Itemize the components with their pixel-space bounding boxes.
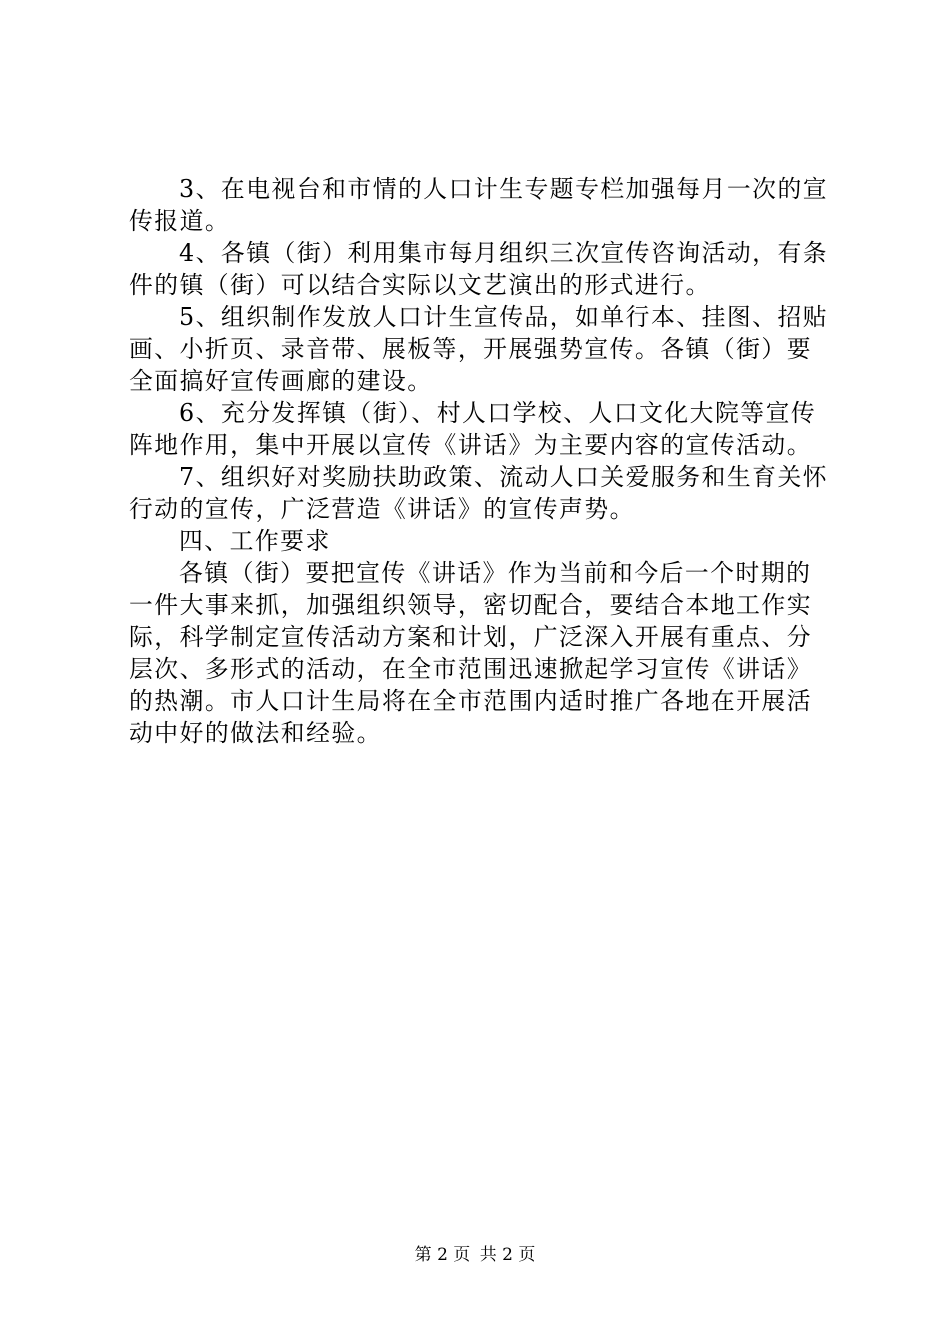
text-line: 际，科学制定宣传活动方案和计划，广泛深入开展有重点、分 [129, 623, 813, 651]
paragraph-item-6 [129, 397, 829, 461]
text-line: 5、组织制作发放人口计生宣传品，如单行本、挂图、招贴 [179, 303, 829, 331]
paragraph-requirements [129, 557, 829, 749]
text-line: 3、在电视台和市情的人口计生专题专栏加强每月一次的宣 [179, 175, 829, 203]
paragraph-item-5 [129, 301, 829, 397]
page-total: 共 2 页 [479, 1245, 536, 1265]
text-line: 行动的宣传，广泛营造《讲话》的宣传声势。 [129, 495, 635, 523]
text-line: 的热潮。市人口计生局将在全市范围内适时推广各地在开展活 [129, 687, 813, 715]
text-line: 动中好的做法和经验。 [129, 719, 382, 747]
page-number: 第 2 页 [414, 1245, 471, 1265]
text-line: 全面搞好宣传画廊的建设。 [129, 367, 433, 395]
paragraph-item-4 [129, 237, 829, 301]
paragraph-item-7 [129, 461, 829, 525]
text-line: 6、充分发挥镇（街）、村人口学校、人口文化大院等宣传 [179, 399, 817, 427]
text-line: 画、小折页、录音带、展板等，开展强势宣传。各镇（街）要 [129, 335, 813, 363]
text-line: 各镇（街）要把宣传《讲话》作为当前和今后一个时期的 [179, 559, 812, 587]
section-heading [129, 525, 829, 557]
text-line: 一件大事来抓，加强组织领导，密切配合，要结合本地工作实 [129, 591, 813, 619]
text-line: 4、各镇（街）利用集市每月组织三次宣传咨询活动，有条 [179, 239, 829, 267]
paragraph-item-3 [129, 173, 829, 237]
page-footer [0, 1244, 950, 1266]
text-line: 件的镇（街）可以结合实际以文艺演出的形式进行。 [129, 271, 711, 299]
text-line: 传报道。 [129, 207, 231, 235]
heading-text: 四、工作要求 [179, 527, 331, 555]
text-line: 阵地作用，集中开展以宣传《讲话》为主要内容的宣传活动。 [129, 431, 813, 459]
text-line: 层次、多形式的活动，在全市范围迅速掀起学习宣传《讲话》 [129, 655, 813, 683]
text-line: 7、组织好对奖励扶助政策、流动人口关爱服务和生育关怀 [179, 463, 829, 491]
document-body [129, 173, 829, 749]
